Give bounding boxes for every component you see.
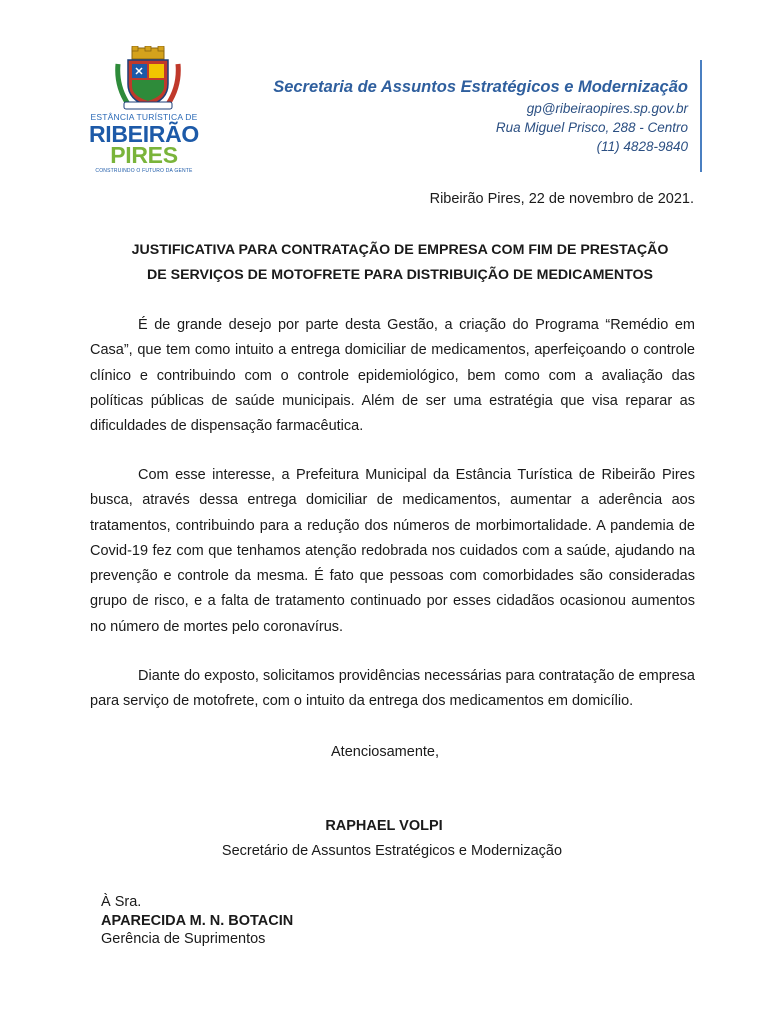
organization-address: Rua Miguel Prisco, 288 - Centro [495, 120, 688, 135]
logo-city-name-2: PIRES [110, 142, 178, 168]
paragraph-1 [90, 313, 695, 439]
paragraph-2-text: Com esse interesse, a Prefeitura Municipal da Estância Turística de Ribeirão Pires busca, através dessa entrega domiciliar de medicamentos, aumentar a aderência aos tratamentos, contribuindo para a redução dos números de morbimortalidade. A pandemia de Covid-19 fez com que tenhamos atenção redobrada nos cuidados com a saúde, ajudando na prevenção e controle da mesma. É fato que pessoas com comorbidades são consideradas grupo de risco, e a falta de tratamento continuado por esses cidadãos ocasionou aumentos no número de mortes pelo coronavírus. [90, 467, 695, 635]
signer-title: Secretário de Assuntos Estratégicos e Modernização [221, 843, 563, 859]
organization-email: gp@ribeiraopires.sp.gov.br [526, 101, 688, 116]
letter-subject [90, 238, 710, 288]
letter-date: Ribeirão Pires, 22 de novembro de 2021. [429, 191, 694, 207]
organization-name: Secretaria de Assuntos Estratégicos e Modernização [273, 78, 688, 96]
organization-phone: (11) 4828-9840 [596, 139, 688, 154]
paragraph-3-text: Diante do exposto, solicitamos providências necessárias para contratação de empresa para serviço de motofrete, com o intuito da entrega dos medicamentos em domicílio. [90, 668, 695, 710]
paragraph-1-text: É de grande desejo por parte desta Gestão, a criação do Programa “Remédio em Casa”, que tem como intuito a entrega domiciliar de medicamentos, aperfeiçoando o controle clínico e contribuindo com o controle epidemiológico, bem como com a avaliação das políticas públicas de saúde municipais. Além de ser uma estratégia que visa reparar as dificuldades de dispensação farmacêutica. [90, 317, 695, 435]
recipient-department: Gerência de Suprimentos [101, 931, 266, 947]
logo-city-name: RIBEIRÃO [88, 121, 200, 147]
signer-name: RAPHAEL VOLPI [325, 818, 443, 834]
subject-line-2: DE SERVIÇOS DE MOTOFRETE PARA DISTRIBUIÇÃO DE MEDICAMENTOS [146, 267, 654, 283]
logo-slogan: CONSTRUINDO O FUTURO DA GENTE [95, 168, 193, 174]
paragraph-3 [90, 664, 695, 715]
municipal-logo [88, 112, 200, 174]
header-divider [700, 60, 702, 172]
closing: Atenciosamente, [331, 744, 440, 760]
letterhead [88, 46, 708, 180]
subject-line-1: JUSTIFICATIVA PARA CONTRATAÇÃO DE EMPRESA COM FIM DE PRESTAÇÃO [131, 242, 669, 258]
paragraph-2 [90, 463, 695, 640]
logo-tagline: ESTÂNCIA TURÍSTICA DE [90, 112, 198, 122]
recipient-name: APARECIDA M. N. BOTACIN [101, 912, 294, 929]
city-coat-of-arms-icon [114, 46, 182, 110]
organization-info [273, 78, 688, 154]
recipient-block [101, 893, 293, 949]
recipient-salutation: À Sra. [101, 894, 142, 910]
